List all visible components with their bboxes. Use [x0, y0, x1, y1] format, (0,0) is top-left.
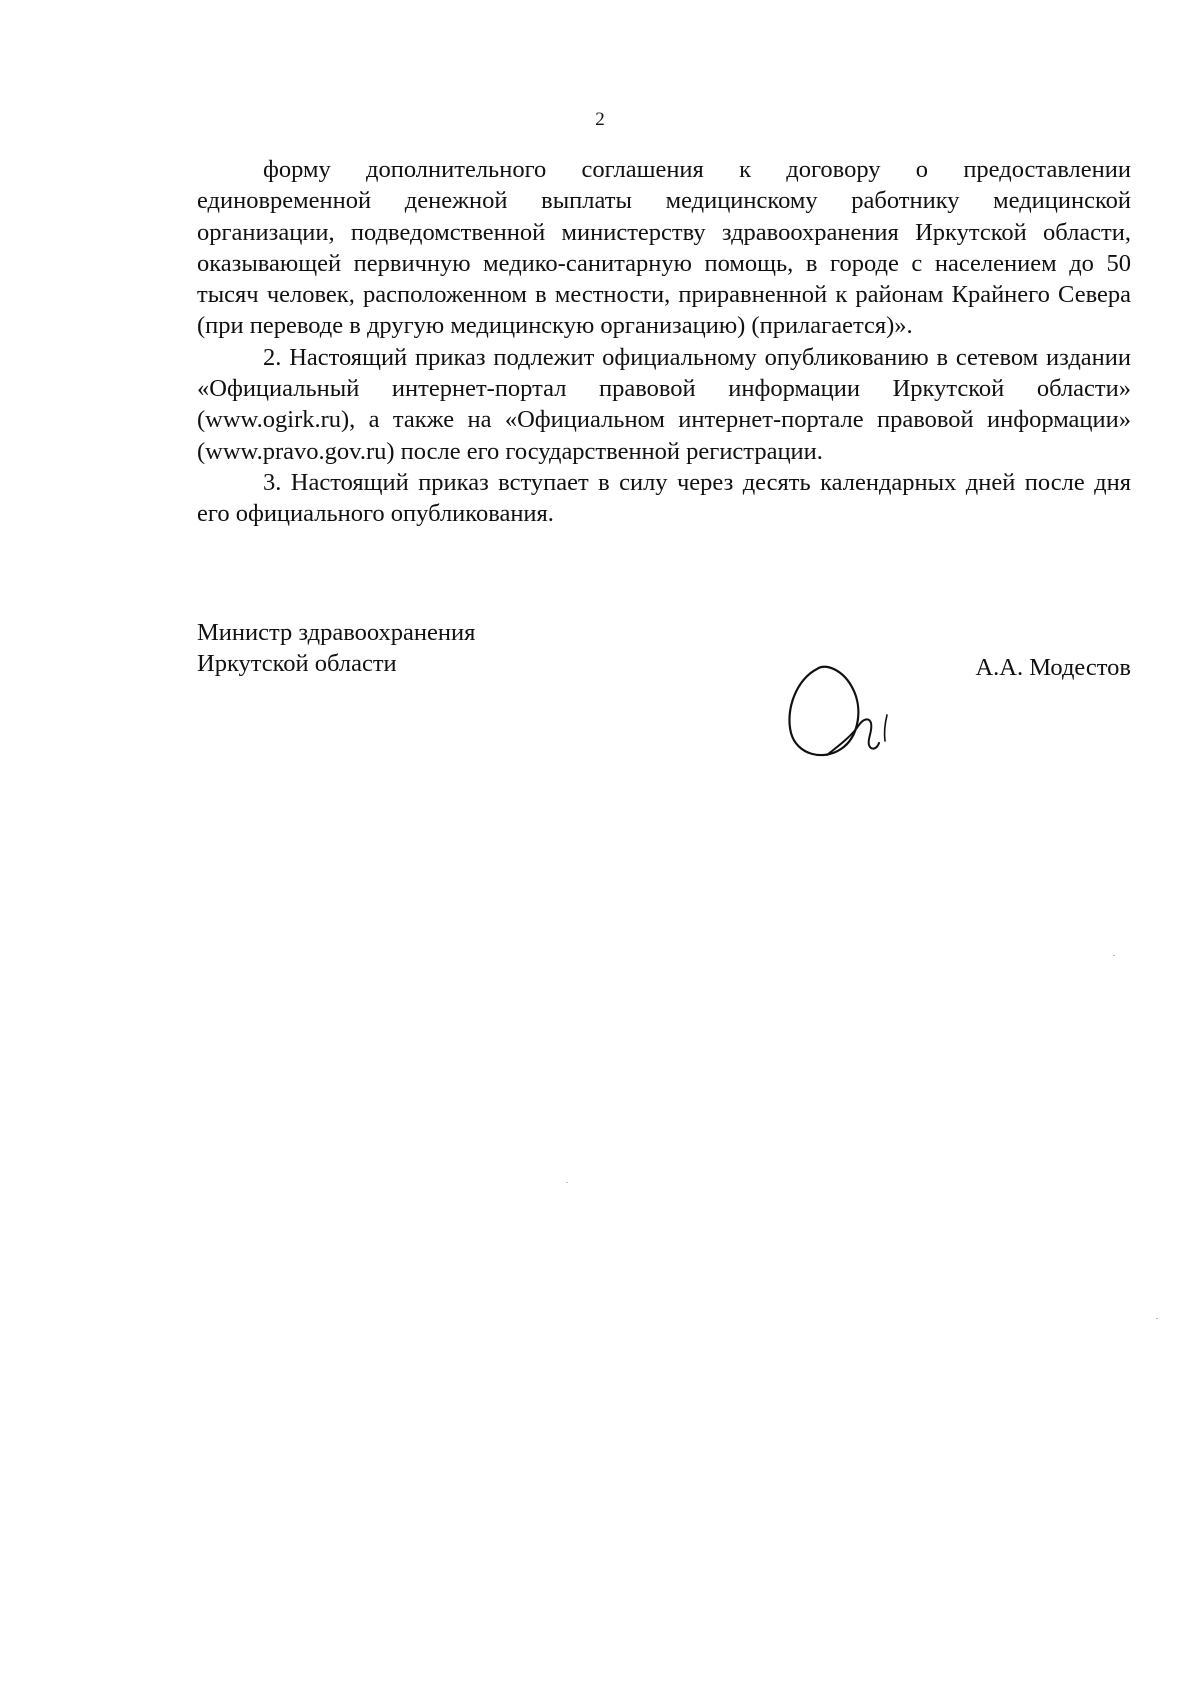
- page-number: 2: [595, 109, 605, 130]
- signer-position-line-1: Министр здравоохранения: [197, 619, 476, 646]
- paragraph-entry-into-force: 3. Настоящий приказ вступает в силу через десять календарных дней после дня его официального опубликования.: [197, 468, 1131, 528]
- paragraph-publication: 2. Настоящий приказ подлежит официальному опубликованию в сетевом издании «Официальный интернет-портал правовой информации Иркутской области» (www.ogirk.ru), а также на «Официальном интернет-портале правовой информации» (www.pravo.gov.ru) после его государственной регистрации.: [197, 343, 1131, 465]
- paragraph-form-continuation: форму дополнительного соглашения к договору о предоставлении единовременной денежной выплаты медицинскому работнику медицинской организации, подведомственной министерству здравоохранения Иркутской области, оказывающей первичную медико-санитарную помощь, в городе с населением до 50 тысяч человек, расположенном в местности, приравненной к районам Крайнего Севера (при переводе в другую медицинскую организацию) (прилагается)».: [197, 156, 1131, 340]
- handwritten-signature-icon: [779, 657, 899, 767]
- document-body: [197, 154, 1131, 530]
- scan-speck: [1113, 955, 1115, 956]
- signer-position: [197, 617, 475, 679]
- scan-speck: [566, 1182, 568, 1183]
- scan-speck: [1156, 1318, 1158, 1319]
- signer-position-line-2: Иркутской области: [197, 650, 397, 677]
- signature-block: [197, 617, 1131, 767]
- signer-name: А.А. Модестов: [975, 654, 1131, 681]
